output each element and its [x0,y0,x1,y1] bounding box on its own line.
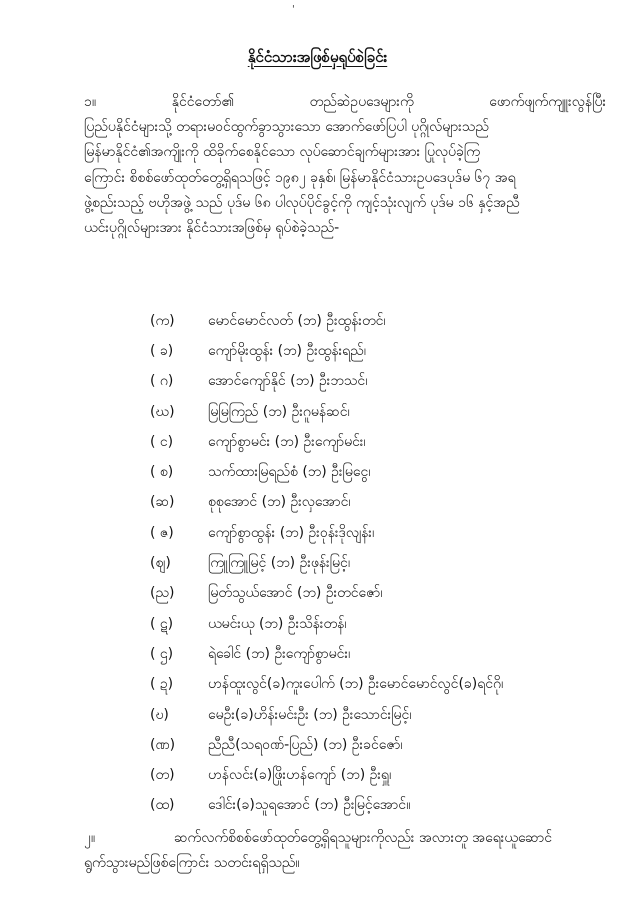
list-item-number: ( ဌ) [150,645,174,662]
paragraph-1-line: မြန်မာနိုင်ငံ၏အကျိုးကို ထိခိုက်စေနိုင်သော လုပ်ဆောင်ချက်များအား ပြုလုပ်ခဲ့ကြ [84,144,480,161]
list-item [150,548,610,578]
paragraph-2 [84,826,606,876]
list-item [150,700,610,730]
list-item-number: ( ဋ) [150,615,174,632]
list-item [150,639,610,669]
list-item [150,306,610,336]
list-item-text: မြတ်သွယ်အောင် (ဘ) ဦးတင်ဇော်၊ [208,585,383,602]
paragraph-1-lead-line [84,90,606,115]
paragraph-2-line: ရွက်သွားမည်ဖြစ်ကြောင်း သတင်းရရှိသည်။ [84,855,300,872]
list-item-text: ကျော်စွာထွန်း (ဘ) ဦးဝုန်းဒိုလျန်း၊ [208,524,375,541]
paragraph-1-word: နိုင်ငံတော်၏ [171,94,234,110]
list-item-text: ကြူကြူမြင့် (ဘ) ဦးဖုန်းမြင့်၊ [208,555,351,572]
list-item [150,397,610,427]
list-item-number: (ဎ) [150,706,169,723]
list-item-number: (က) [150,312,175,329]
list-item-text: မေဦး(ခ)ဟိန်းမင်းဦး (ဘ) ဦးသောင်းမြင့်၊ [208,706,412,723]
list-item [150,336,610,366]
paragraph-1-word: ဖောက်ဖျက်ကျူးလွန်ပြီး [489,94,606,110]
list-item [150,518,610,548]
list-item [150,457,610,487]
page-mark: ' [292,4,295,15]
list-item-number: (ဈ) [150,555,171,572]
list-item [150,791,610,821]
list-item [150,488,610,518]
list-item-number: ( ဇ) [150,524,174,541]
list-item [150,427,610,457]
paragraph-number: ၂။ [84,830,96,846]
list-item-number: ( ဍ) [150,676,174,693]
paragraph-1-line: ပြည်ပနိုင်ငံများသို့ တရားမဝင်ထွက်ခွာသွားသော အောက်ဖော်ပြပါ ပုဂ္ဂိုလ်များသည် [84,119,489,136]
document-title: နိုင်ငံသားအဖြစ်မှရုပ်စဲခြင်း [247,48,388,66]
list-item-number: (ည) [150,585,175,602]
list-item-text: အောင်ကျော်နိုင် (ဘ) ဦးဘသင်၊ [208,373,368,390]
list-item-text: ဟန်လင်း(ခ)ဖြိုးဟန်ကျော် (ဘ) ဦးရှူ၊ [208,767,392,784]
list-item-number: (ထ) [150,797,175,814]
paragraph-1-word: တည်ဆဲဥပဒေများကို [309,94,414,110]
list-item [150,609,610,639]
list-item-text: ရဲခေါင် (ဘ) ဦးကျော်စွာမင်း၊ [208,645,351,662]
list-item [150,670,610,700]
paragraph-1-line: ဖွဲ့စည်းသည့် ဗဟိုအဖွဲ့ သည် ပုဒ်မ ၆၈ ပါလုပ်ပိုင်ခွင့်ကို ကျင့်သုံးလျက် ပုဒ်မ ၁၆ နှင့်အညီ [84,194,520,211]
list-item-number: ( စ) [150,464,174,481]
paragraph-number: ၁။ [84,94,97,110]
list-item-number: (ဏ) [150,736,176,753]
list-item-text: မြမြကြည် (ဘ) ဦးဂူမန်ဆင်၊ [208,403,350,420]
list-item-number: ( င) [150,433,174,450]
paragraph-1-line: ယင်းပုဂ္ဂိုလ်များအား နိုင်ငံသားအဖြစ်မှ ရုပ်စဲခဲ့သည်- [84,219,340,236]
list-item-text: ကျော်မိုးထွန်း (ဘ) ဦးထွန်းရည်၊ [208,342,366,359]
list-item-number: ( ခ) [150,342,174,359]
list-item-text: သက်ထားမြရည်စံ (ဘ) ဦးမြငွေ၊ [208,464,371,481]
list-item-text: ဟန်ထူးလွင်(ခ)ကူးပေါက် (ဘ) ဦးမောင်မောင်လွင်(ခ)ရင်ဂို၊ [208,676,504,693]
name-list [150,306,610,821]
list-item-number: ( ဂ) [150,373,174,390]
list-item-number: (တ) [150,767,175,784]
list-item [150,760,610,790]
list-item-number: (ဃ) [150,403,175,420]
paragraph-2-first-line [84,826,606,851]
list-item-text: စုစုအောင် (ဘ) ဦးလှအောင်၊ [208,494,351,511]
paragraph-2-text: ဆက်လက်စိစစ်ဖော်ထုတ်တွေ့ရှိရသူများကိုလည်း အလားတူ အရေးယူဆောင် [174,830,553,846]
list-item [150,579,610,609]
list-item-text: ဒေါင်း(ခ)သူရအောင် (ဘ) ဦးမြင့်အောင်။ [208,797,411,814]
list-item-number: (ဆ) [150,494,175,511]
list-item-text: ကျော်စွာမင်း (ဘ) ဦးကျော်မင်း၊ [208,433,366,450]
list-item-text: ယမင်းယု (ဘ) ဦးသိန်းတန်၊ [208,615,347,632]
list-item [150,367,610,397]
list-item-text: မောင်မောင်လတ် (ဘ) ဦးထွန်းတင်၊ [208,312,386,329]
list-item [150,730,610,760]
paragraph-1 [84,90,606,241]
paragraph-1-line: ကြောင်း စိစစ်ဖော်ထုတ်တွေ့ရှိရသဖြင့် ၁၉၈၂ ခုနှစ်၊ မြန်မာနိုင်ငံသားဥပဒေပုဒ်မ ၆၇ အရ [84,169,516,186]
list-item-text: ညီညီ(သရဝဏ်-ပြည်) (ဘ) ဦးခင်ဇော်၊ [208,736,403,753]
